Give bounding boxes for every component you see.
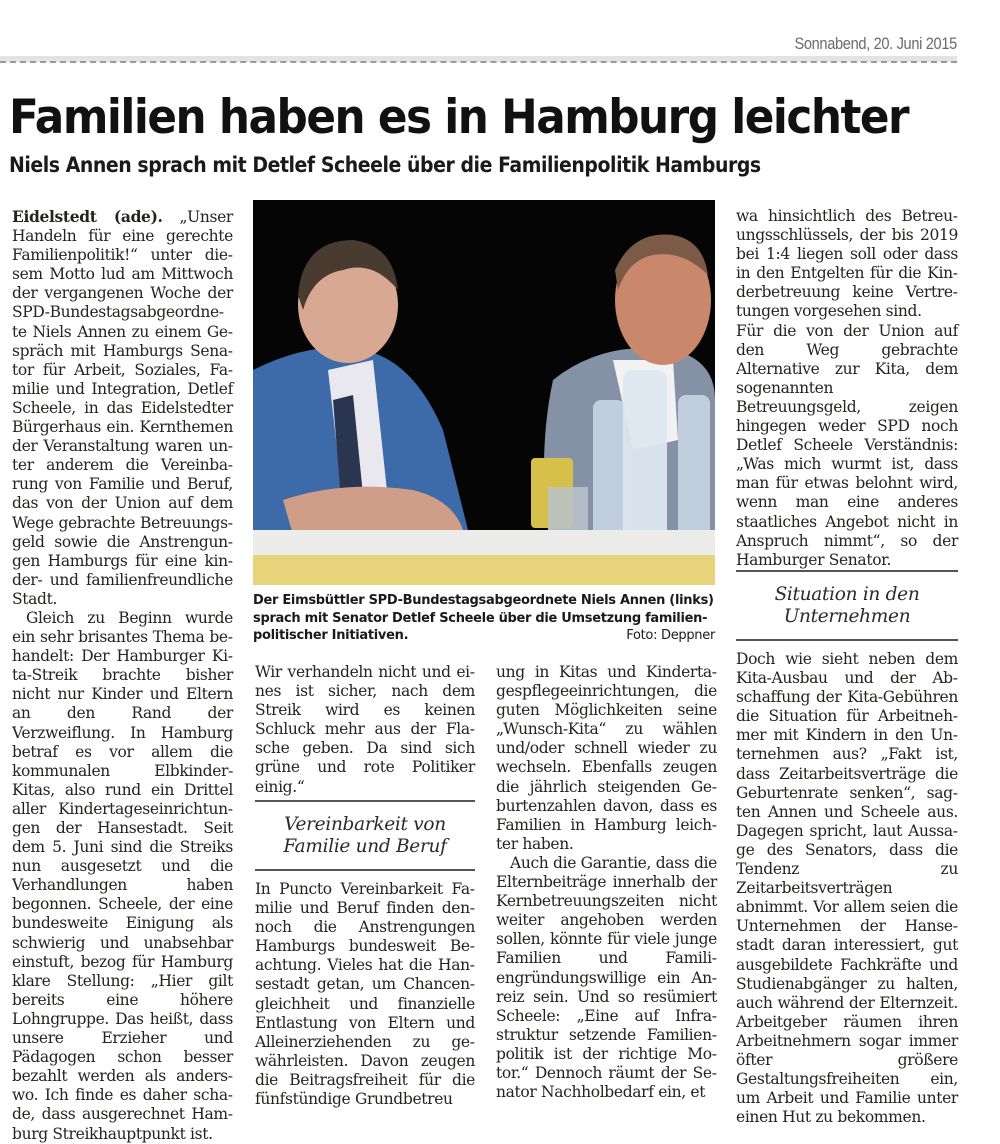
article-column-2 [255, 663, 475, 797]
water-bottle [623, 370, 667, 550]
article-column-2-continued [255, 880, 475, 1109]
photo-credit: Foto: Deppner [626, 628, 715, 643]
dateline: Eidelstedt (ade). [12, 207, 163, 226]
lead-paragraph [12, 207, 233, 609]
article-column-4 [736, 207, 958, 570]
paragraph: Wir verhandeln nicht und eines ist sicher, nach dem Streik wird es keinen Schluck mehr aus der Flasche geben. Da sind sich grüne und rote Politiker einig.“ [255, 663, 475, 796]
article-column-1 [12, 207, 233, 1144]
section-heading: Vereinbarkeit von Familie und Beruf [255, 800, 475, 871]
caption-text: Der Eimsbüttler SPD-Bundestagsabgeordnete Niels Annen (links) sprach mit Senator Detlef Scheele über die Umsetzung familienpolitischer Initiativen. [253, 593, 714, 643]
article-column-4-continued [736, 650, 958, 1127]
article-photo [253, 200, 715, 585]
paragraph-text: „Unser Handeln für eine gerechte Familienpolitik!“ unter diesem Motto lud am Mittwoch der vergangenen Woche der SPD-Bundestagsabgeordnete Niels Annen zu einem Gespräch mit Hamburgs Senator für Arbeit, Soziales, Familie und Integration, Detlef Scheele, in das Eidelstedter Bürgerhaus ein. Kernthemen der Veranstaltung waren unter anderem die Vereinbarung von Familie und Beruf, das von der Union auf dem Wege gebrachte Betreuungsgeld sowie die Anstrengungen Hamburgs für eine kinder- und familienfreundliche Stadt. [12, 208, 233, 608]
water-bottle [678, 395, 710, 550]
publication-date: Sonnabend, 20. Juni 2015 [794, 34, 957, 53]
table-front [253, 555, 715, 585]
headline: Familien haben es in Hamburg leichter [9, 90, 909, 145]
paragraph: Doch wie sieht neben dem Kita-Ausbau und der Abschaffung der Kita-Gebühren die Situation für Arbeitnehmer mit Kindern in den Unternehmen aus? „Fakt ist, dass Zeitarbeitsverträge die Geburtenrate senken“, sagten Annen und Scheele aus. Dagegen spricht, laut Aussage des Senators, dass die Tendenz zu Zeitarbeitsverträgen abnimmt. Vor allem seien die Unternehmen der Hansestadt daran interessiert, gut ausgebildete Fachkräfte und Studienabgänger zu halten, auch während der Elternzeit. Arbeitgeber räumen ihren Arbeitnehmern sogar immer öfter größere Gestaltungsfreiheiten ein, um Arbeit und Familie unter einen Hut zu bekommen. [736, 650, 958, 1127]
paragraph: Gleich zu Beginn wurde ein sehr brisantes Thema behandelt: Der Hamburger Kita-Streik brachte bisher nicht nur Kinder und Eltern an den Rand der Verzweiflung. In Hamburg betraf es vor allem die kommunalen Elbkinder-Kitas, also rund ein Drittel aller Kindertageseinrichtungen der Hansestadt. Seit dem 5. Juni sind die Streiks nun ausgesetzt und die Verhandlungen haben begonnen. Scheele, der eine bundesweite Einigung als schwierig und unabsehbar einstuft, bezog für Hamburg klare Stellung: „Hier gilt bereits eine höhere Lohngruppe. Das heißt, dass unsere Erzieher und Pädagogen schon besser bezahlt werden als anderswo. Ich finde es daher schade, dass ausgerechnet Hamburg Streikhauptpunkt ist. [12, 608, 233, 1143]
subheadline: Niels Annen sprach mit Detlef Scheele über die Familienpolitik Hamburgs [9, 153, 761, 177]
paragraph: wa hinsichtlich des Betreuungsschlüssels, der bis 2019 bei 1:4 liegen soll oder dass in den Entgelten für die Kinderbetreuung keine Vertretungen vorgesehen sind. [736, 207, 958, 321]
water-bottle [593, 400, 625, 550]
photo-image [253, 200, 715, 585]
section-heading: Situation in den Unternehmen [736, 570, 958, 641]
photo-caption [253, 592, 715, 645]
header-divider [0, 61, 957, 63]
article-column-3 [496, 663, 717, 1102]
paragraph: In Puncto Vereinbarkeit Familie und Beruf finden dennoch die Anstrengungen Hamburgs bundesweit Beachtung. Vieles hat die Hansestadt getan, um Chancengleichheit und finanzielle Entlastung von Eltern und Alleinerziehenden zu gewährleisten. Davon zeugen die Beitragsfreiheit für die fünfstündige Grundbetreu [255, 880, 475, 1109]
paragraph: Auch die Garantie, dass die Elternbeiträge innerhalb der Kernbetreuungszeiten nicht weiter angehoben werden sollen, könnte für viele junge Familien und Familiengründungswillige ein Anreiz sein. Und so resümiert Scheele: „Eine auf Infrastruktur setzende Familienpolitik ist der richtige Motor.“ Dennoch räumt der Senator Nachholbedarf ein, et [496, 853, 717, 1102]
paragraph: Für die von der Union auf den Weg gebrachte Alternative zur Kita, dem sogenannten Betreuungsgeld, zeigen hingegen weder SPD noch Detlef Scheele Verständnis: „Was mich wurmt ist, dass man für etwas belohnt wird, wenn man eine anderes staatliches Angebot nicht in Anspruch nimmt“, so der Hamburger Senator. [736, 321, 958, 569]
paragraph: ung in Kitas und Kindertagespflegeeinrichtungen, die guten Möglichkeiten seine „Wunsch-Kita“ zu wählen und/oder schnell wieder zu wechseln. Ebenfalls zeugen die jährlich steigenden Geburtenzahlen davon, dass es Familien in Hamburg leichter haben. [496, 663, 717, 853]
